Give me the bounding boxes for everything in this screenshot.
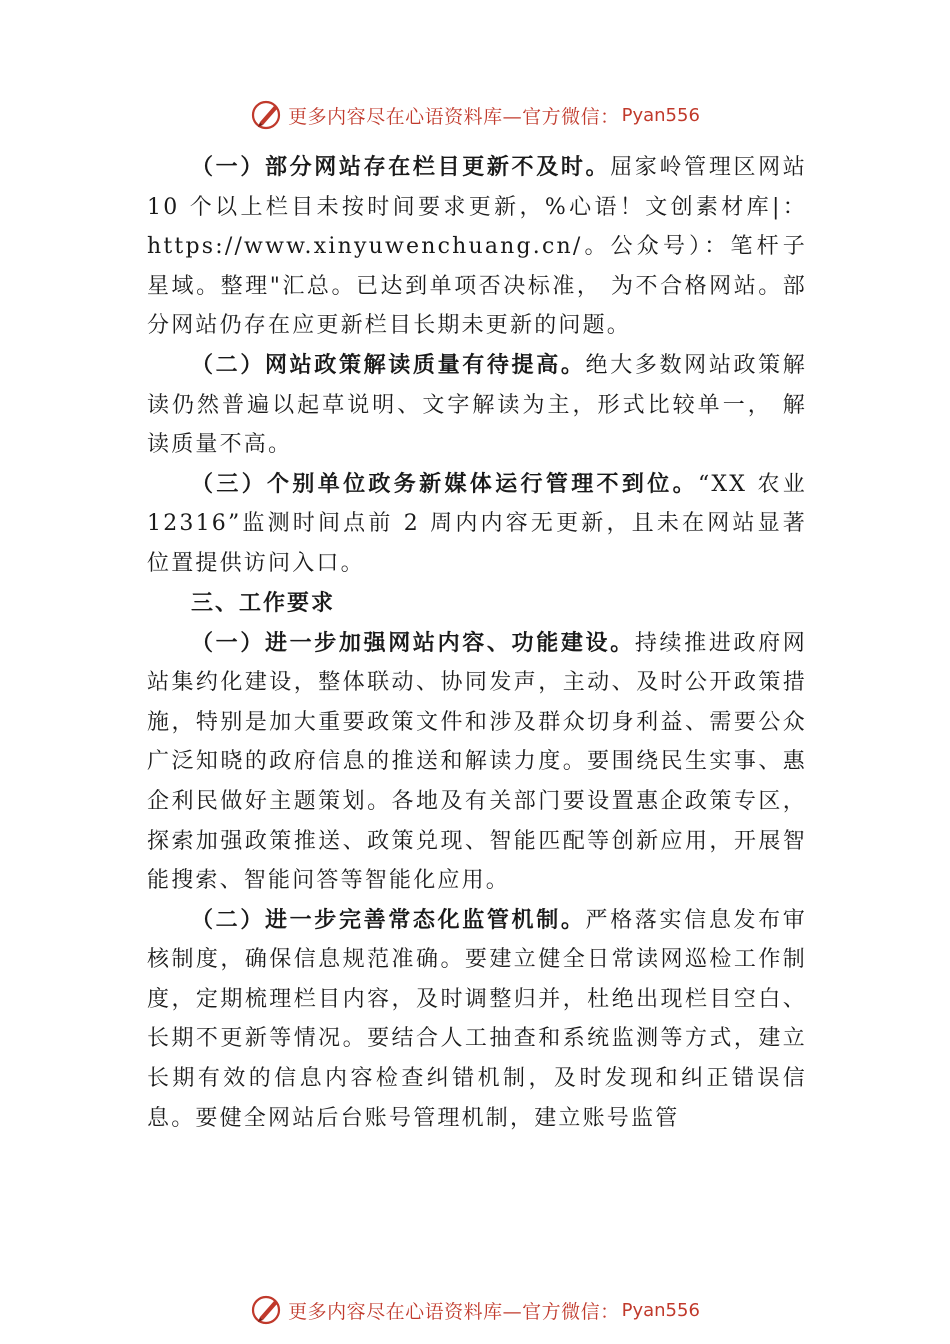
paragraph-2: （二）网站政策解读质量有待提高。绝大多数网站政策解读仍然普遍以起草说明、文字解读为主，形式比较单一， 解读质量不高。 xyxy=(147,351,807,458)
requirement-1: （一）进一步加强网站内容、功能建设。持续推进政府网站集约化建设，整体联动、协同发声，主动、及时公开政策措施，特别是加大重要政策文件和涉及群众切身利益、需要公众广泛知晓的政府信息的推送和解读力度。要围绕民生实事、惠企利民做好主题策划。各地及有关部门要设置惠企政策专区，探索加强政策推送、政策兑现、智能匹配等创新应用，开展智能搜索、智能问答等智能化应用。 xyxy=(147,629,807,894)
section-heading: 三、工作要求 xyxy=(191,590,336,616)
banner-text: 更多内容尽在心语资料库—官方微信： xyxy=(288,1300,620,1323)
header-banner xyxy=(0,95,950,135)
pen-logo-icon xyxy=(250,1293,284,1327)
pen-logo-icon xyxy=(250,98,284,132)
banner-wechat-id: Pyan556 xyxy=(621,1299,700,1321)
banner-wechat-id: Pyan556 xyxy=(621,104,700,126)
paragraph-1: （一）部分网站存在栏目更新不及时。屈家岭管理区网站 10 个以上栏目未按时间要求更新，%心语！文创素材库|：https://www.xinyuwenchuang.cn/。公众号）：笔杆子星域。整理"汇总。已达到单项否决标准， 为不合格网站。部分网站仍存在应更新栏目长期未更新的问题。 xyxy=(147,154,807,339)
paragraph-3: （三）个别单位政务新媒体运行管理不到位。“XX 农业 12316”监测时间点前 2 周内内容无更新，且未在网站显著位置提供访问入口。 xyxy=(147,470,807,576)
document-body xyxy=(147,148,807,1138)
footer-banner xyxy=(0,1290,950,1330)
requirement-2: （二）进一步完善常态化监管机制。严格落实信息发布审核制度，确保信息规范准确。要建立健全日常读网巡检工作制度，定期梳理栏目内容，及时调整归并，杜绝出现栏目空白、长期不更新等情况。要结合人工抽查和系统监测等方式，建立长期有效的信息内容检查纠错机制，及时发现和纠正错误信息。要健全网站后台账号管理机制，建立账号监管 xyxy=(147,906,807,1131)
banner-text: 更多内容尽在心语资料库—官方微信： xyxy=(288,105,620,128)
